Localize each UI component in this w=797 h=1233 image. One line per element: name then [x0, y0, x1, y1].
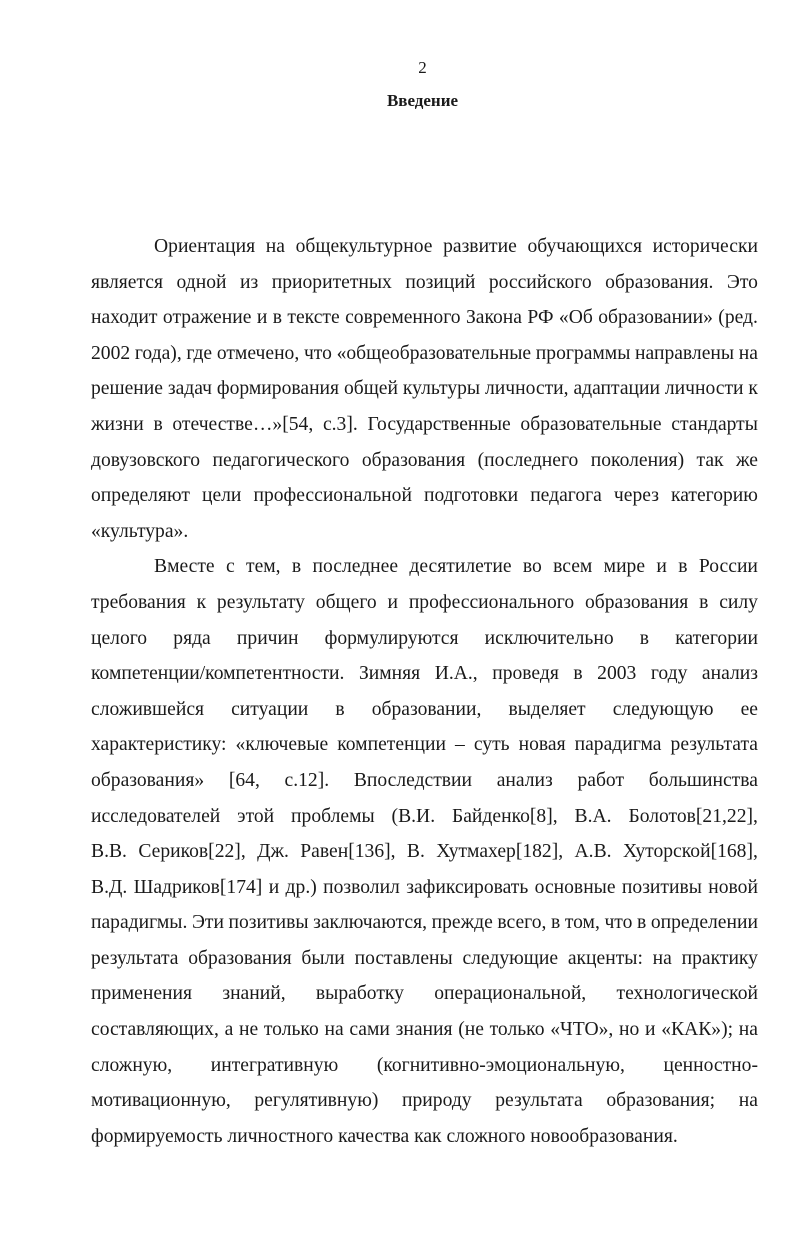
body-text	[91, 229, 758, 1154]
page-number: 2	[418, 58, 427, 77]
text-line: находит отражение и в тексте современного Закона РФ «Об образовании» (ред.	[91, 307, 758, 329]
text-line: результата образования были поставлены следующие акценты: на практику	[91, 947, 758, 969]
text-line: 2002 года), где отмечено, что «общеобразовательные программы направлены на	[91, 342, 758, 364]
text-line: жизни в отечестве…»[54, с.3]. Государственные образовательные стандарты	[91, 413, 758, 435]
text-line: определяют цели профессиональной подготовки педагога через категорию	[91, 485, 758, 507]
text-line: требования к результату общего и профессионального образования в силу	[91, 591, 758, 613]
text-line: В.Д. Шадриков[174] и др.) позволил зафиксировать основные позитивы новой	[91, 876, 758, 898]
text-line: составляющих, а не только на сами знания (не только «ЧТО», но и «КАК»); на	[91, 1019, 758, 1041]
text-line: Вместе с тем, в последнее десятилетие во всем мире и в России	[154, 556, 758, 578]
paragraph	[91, 549, 758, 1154]
text-line: решение задач формирования общей культуры личности, адаптации личности к	[91, 378, 758, 400]
text-line: целого ряда причин формулируются исключительно в категории	[91, 627, 758, 649]
text-line: мотивационную, регулятивную) природу результата образования; на	[91, 1090, 758, 1112]
text-line: сложную, интегративную (когнитивно-эмоциональную, ценностно-	[91, 1054, 758, 1076]
text-line: В.В. Сериков[22], Дж. Равен[136], В. Хутмахер[182], А.В. Хуторской[168],	[91, 841, 758, 863]
text-line: довузовского педагогического образования (последнего поколения) так же	[91, 449, 758, 471]
section-heading: Введение	[386, 91, 459, 110]
text-line: компетенции/компетентности. Зимняя И.А., проведя в 2003 году анализ	[91, 663, 758, 685]
paragraph	[91, 229, 758, 549]
text-line: «культура».	[91, 520, 189, 542]
text-line: применения знаний, выработку операциональной, технологической	[91, 983, 758, 1005]
text-line: сложившейся ситуации в образовании, выделяет следующую ее	[91, 698, 758, 720]
text-line: является одной из приоритетных позиций российского образования. Это	[91, 271, 758, 293]
text-line: образования» [64, с.12]. Впоследствии анализ работ большинства	[91, 769, 758, 791]
text-line: характеристику: «ключевые компетенции – суть новая парадигма результата	[91, 734, 758, 756]
text-line: парадигмы. Эти позитивы заключаются, прежде всего, в том, что в определении	[91, 912, 758, 934]
text-line: формируемость личностного качества как сложного новообразования.	[91, 1125, 678, 1147]
text-line: исследователей этой проблемы (В.И. Байденко[8], В.А. Болотов[21,22],	[91, 805, 758, 827]
text-line: Ориентация на общекультурное развитие обучающихся исторически	[154, 236, 758, 257]
